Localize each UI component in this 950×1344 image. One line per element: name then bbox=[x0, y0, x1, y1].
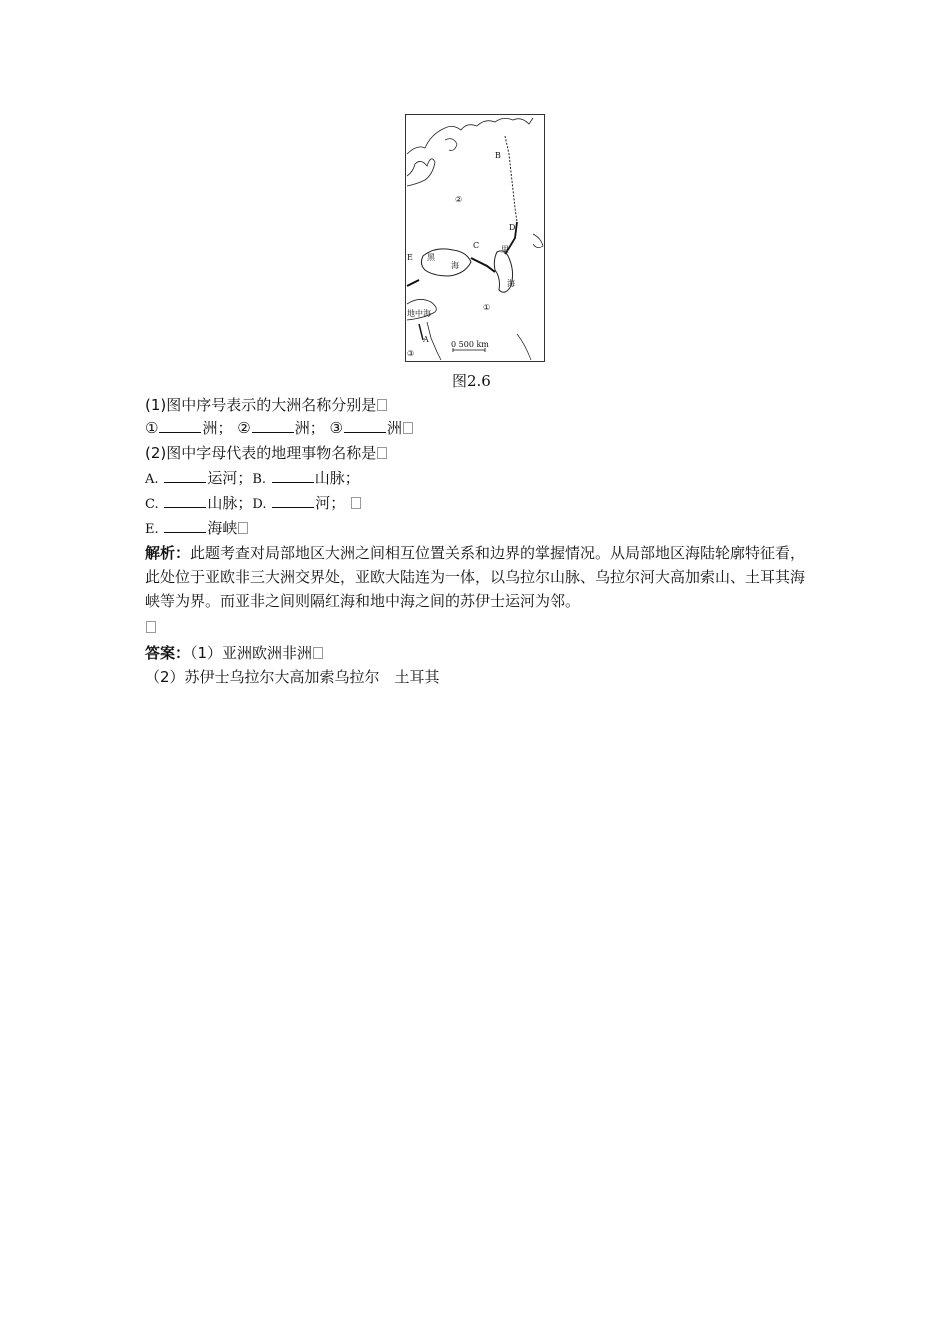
placeholder-box bbox=[238, 522, 248, 534]
placeholder-box bbox=[351, 497, 361, 509]
placeholder-box bbox=[313, 647, 323, 659]
q2-e-label: E. bbox=[145, 522, 159, 537]
q2-b-suffix: 山脉； bbox=[314, 469, 360, 487]
q2-line-e bbox=[145, 518, 248, 540]
blank-2[interactable] bbox=[252, 418, 294, 433]
blank-D[interactable] bbox=[272, 493, 314, 508]
blank-A[interactable] bbox=[164, 468, 206, 483]
q1-number-1: ① bbox=[145, 419, 159, 437]
answer-line2: （2）苏伊士乌拉尔大高加索乌拉尔 土耳其 bbox=[145, 668, 440, 686]
placeholder-box bbox=[146, 621, 156, 633]
q2-line-cd bbox=[145, 493, 361, 515]
q2-b-label: B. bbox=[252, 472, 267, 487]
placeholder-box bbox=[377, 447, 387, 459]
placeholder-box bbox=[403, 422, 413, 434]
label-circle-3: ③ bbox=[407, 349, 415, 358]
q2-d-label: D. bbox=[252, 497, 267, 512]
label-B: B bbox=[495, 151, 501, 160]
label-D: D bbox=[509, 223, 516, 232]
label-A: A bbox=[423, 335, 429, 344]
blank-B[interactable] bbox=[272, 468, 314, 483]
q1-suffix-2: 洲 bbox=[294, 419, 310, 437]
q2-a-suffix: 运河； bbox=[207, 469, 253, 487]
q1-number-2: ② bbox=[237, 419, 251, 437]
q2-c-label: C. bbox=[145, 497, 159, 512]
label-E: E bbox=[407, 253, 413, 262]
q1-suffix-1: 洲 bbox=[202, 419, 218, 437]
figure-caption: 图2.6 bbox=[452, 372, 491, 390]
placeholder-box bbox=[377, 399, 387, 411]
analysis-text: 此题考查对局部地区大洲之间相互位置关系和边界的掌握情况。从局部地区海陆轮廓特征看，此处位于亚欧非三大洲交界处，亚欧大陆连为一体，以乌拉尔山脉、乌拉尔河大高加索山、土耳其海峡等为界。而亚非之间则隔红海和地中海之间的苏伊士运河为邻。 bbox=[145, 544, 806, 610]
q1-suffix-3: 洲 bbox=[386, 419, 402, 437]
label-mediterranean: 地中海 bbox=[407, 309, 431, 318]
analysis-label: 解析： bbox=[145, 544, 191, 562]
q2-prompt: (2)图中字母代表的地理事物名称是 bbox=[145, 444, 377, 462]
q1-prompt-line bbox=[145, 395, 387, 415]
q2-e-suffix: 海峡 bbox=[207, 519, 238, 537]
q2-line-ab bbox=[145, 468, 360, 490]
q2-c-suffix: 山脉； bbox=[207, 494, 253, 512]
analysis-paragraph bbox=[145, 541, 810, 613]
q1-prompt: (1)图中序号表示的大洲名称分别是 bbox=[145, 396, 377, 414]
map-figure bbox=[405, 114, 545, 362]
europe-asia-africa-map bbox=[405, 114, 545, 362]
analysis-end-line bbox=[145, 617, 156, 637]
label-black-sea-2: 海 bbox=[451, 261, 459, 270]
scale-label: 0 500 km bbox=[451, 340, 489, 349]
answer-line1: （1）亚洲欧洲非洲 bbox=[190, 644, 313, 662]
label-caspian-2: 海 bbox=[507, 279, 515, 288]
label-circle-2: ② bbox=[455, 195, 463, 204]
q1-number-3: ③ bbox=[329, 419, 343, 437]
label-caspian-1: 里 bbox=[501, 245, 509, 254]
separator: ； bbox=[309, 419, 325, 437]
answer-line-1 bbox=[145, 643, 323, 663]
blank-1[interactable] bbox=[159, 418, 201, 433]
answer-label: 答案： bbox=[145, 644, 191, 662]
answer-line-2 bbox=[145, 667, 440, 687]
blank-C[interactable] bbox=[164, 493, 206, 508]
label-circle-1: ① bbox=[483, 303, 491, 312]
q2-prompt-line bbox=[145, 443, 387, 463]
blank-E[interactable] bbox=[164, 518, 206, 533]
q2-d-suffix: 河； bbox=[315, 494, 346, 512]
blank-3[interactable] bbox=[344, 418, 386, 433]
q2-a-label: A. bbox=[145, 472, 159, 487]
q1-answer-line bbox=[145, 418, 413, 438]
label-black-sea-1: 黑 bbox=[427, 253, 435, 262]
label-C: C bbox=[473, 241, 480, 250]
separator: ； bbox=[217, 419, 233, 437]
